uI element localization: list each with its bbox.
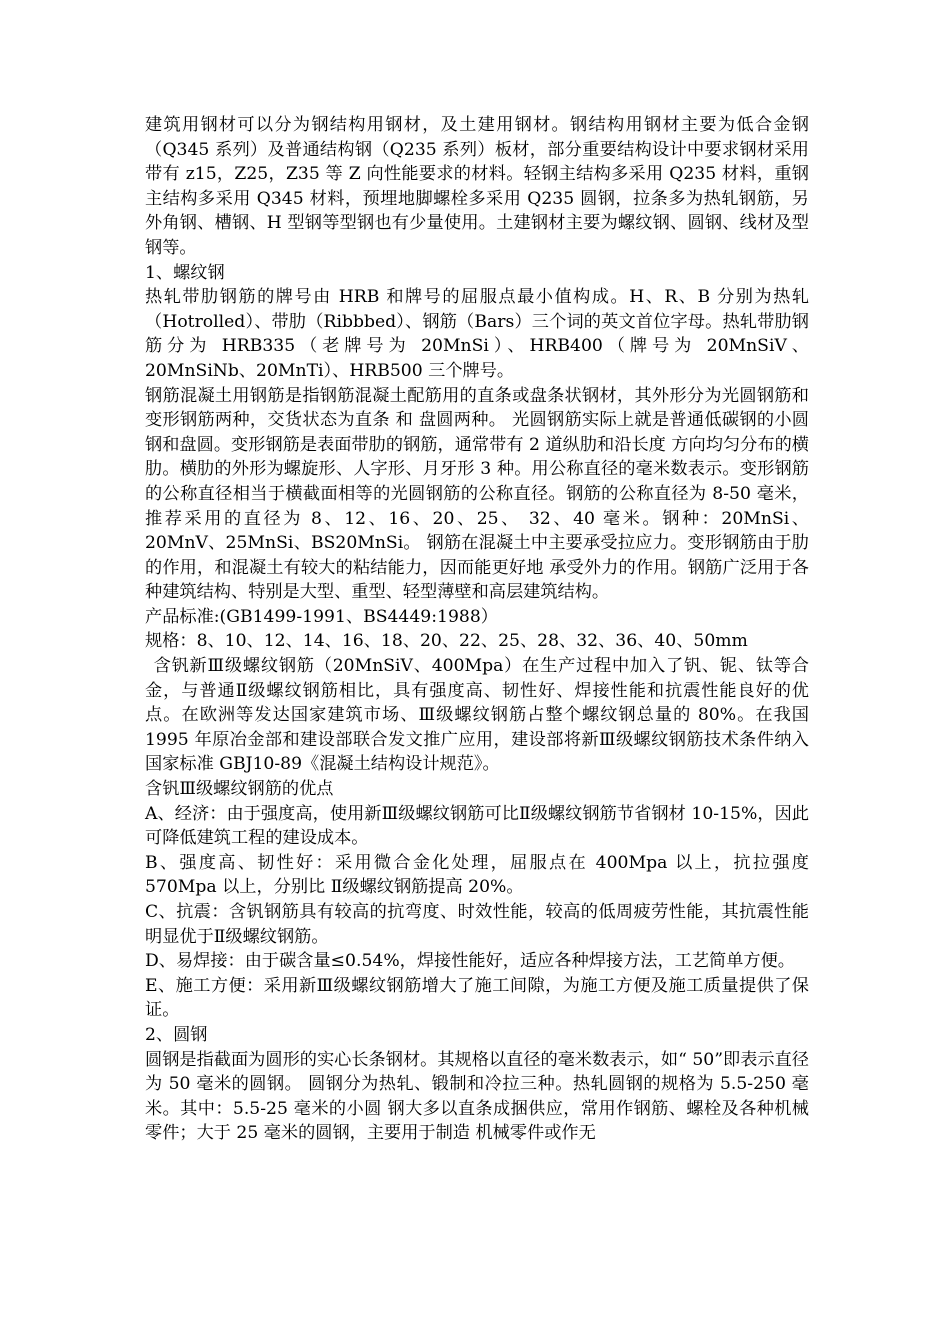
advantage-e-construction: E、施工方便：采用新Ⅲ级螺纹钢筋增大了施工间隙，为施工方便及施工质量提供了保证。 (145, 975, 809, 1021)
document-page (145, 113, 809, 1146)
advantage-c-seismic: C、抗震：含钒钢筋具有较高的抗弯度、时效性能，较高的低周疲劳性能，其抗震性能明显优于Ⅱ级螺纹钢筋。 (145, 902, 809, 947)
paragraph-intro: 建筑用钢材可以分为钢结构用钢材，及土建用钢材。钢结构用钢材主要为低合金钢（Q345 系列）及普通结构钢（Q235 系列）板材，部分重要结构设计中要求钢材采用带有 z15，Z25，Z35 等 Z 向性能要求的材料。轻钢主结构多采用 Q235 材料，重钢主结构多采用 Q345 材料，预埋地脚螺栓多采用 Q235 圆钢，拉条多为热轧钢筋，另外角钢、槽钢、H 型钢等型钢也有少量使用。土建钢材主要为螺纹钢、圆钢、线材及型钢等。 (145, 115, 809, 258)
paragraph-specifications: 规格：8、10、12、14、16、18、20、22、25、28、32、36、40、50mm (145, 631, 748, 652)
paragraph-hrb-grades: 热轧带肋钢筋的牌号由 HRB 和牌号的屈服点最小值构成。H、R、B 分别为热轧（Hotrolled）、带肋（Ribbbed）、钢筋（Bars）三个词的英文首位字母。热轧带肋钢筋分为 HRB335（老牌号为 20MnSi）、HRB400（牌号为 20MnSiV、20MnSiNb、20MnTi）、HRB500 三个牌号。 (145, 287, 809, 381)
advantage-a-economy: A、经济：由于强度高，使用新Ⅲ级螺纹钢筋可比Ⅱ级螺纹钢筋节省钢材 10-15%，因此可降低建筑工程的建设成本。 (145, 803, 809, 849)
subheading-advantages: 含钒Ⅲ级螺纹钢筋的优点 (145, 779, 334, 800)
paragraph-round-steel: 圆钢是指截面为圆形的实心长条钢材。其规格以直径的毫米数表示，如“ 50”即表示直径为 50 毫米的圆钢。 圆钢分为热轧、锻制和冷拉三种。热轧圆钢的规格为 5.5-250 毫米。其中：5.5-25 毫米的小圆 钢大多以直条成捆供应，常用作钢筋、螺栓及各种机械零件；大于 25 毫米的圆钢，主要用于制造 机械零件或作无 (145, 1049, 809, 1144)
paragraph-reinforcing-bar: 钢筋混凝土用钢筋是指钢筋混凝土配筋用的直条或盘条状钢材，其外形分为光圆钢筋和变形钢筋两种，交货状态为直条 和 盘圆两种。 光圆钢筋实际上就是普通低碳钢的小圆钢和盘圆。变形钢筋是表面带肋的钢筋，通常带有 2 道纵肋和沿长度 方向均匀分布的横肋。横肋的外形为螺旋形、人字形、月牙形 3 种。用公称直径的毫米数表示。变形钢筋的公称直径相当于横截面相等的光圆钢筋的公称直径。钢筋的公称直径为 8-50 毫米，推荐采用的直径为 8、12、16、20、25、 32、40 毫米。钢种：20MnSi、20MnV、25MnSi、BS20MnSi。 钢筋在混凝土中主要承受拉应力。变形钢筋由于肋的作用，和混凝土有较大的粘结能力，因而能更好地 承受外力的作用。钢筋广泛用于各种建筑结构、特别是大型、重型、轻型薄壁和高层建筑结构。 (145, 385, 809, 603)
section-heading-rebar: 1、螺纹钢 (145, 262, 225, 283)
advantage-b-strength: B、强度高、韧性好：采用微合金化处理，屈服点在 400Mpa 以上，抗拉强度 570Mpa 以上，分别比 Ⅱ级螺纹钢筋提高 20%。 (145, 852, 809, 898)
paragraph-vanadium-rebar: 含钒新Ⅲ级螺纹钢筋（20MnSiV、400Mpa）在生产过程中加入了钒、铌、钛等合金，与普通Ⅱ级螺纹钢筋相比，具有强度高、韧性好、焊接性能和抗震性能良好的优点。在欧洲等发达国家建筑市场、Ⅲ级螺纹钢筋占整个螺纹钢总量的 80%。在我国 1995 年原冶金部和建设部联合发文推广应用，建设部将新Ⅲ级螺纹钢筋技术条件纳入国家标准 GBJ10-89《混凝土结构设计规范》。 (145, 656, 809, 775)
advantage-d-welding: D、易焊接：由于碳含量≤0.54%，焊接性能好，适应各种焊接方法，工艺简单方便。 (145, 951, 795, 972)
paragraph-product-standard: 产品标准:(GB1499-1991、BS4449:1988） (145, 606, 498, 627)
section-heading-round-steel: 2、圆钢 (145, 1024, 208, 1045)
